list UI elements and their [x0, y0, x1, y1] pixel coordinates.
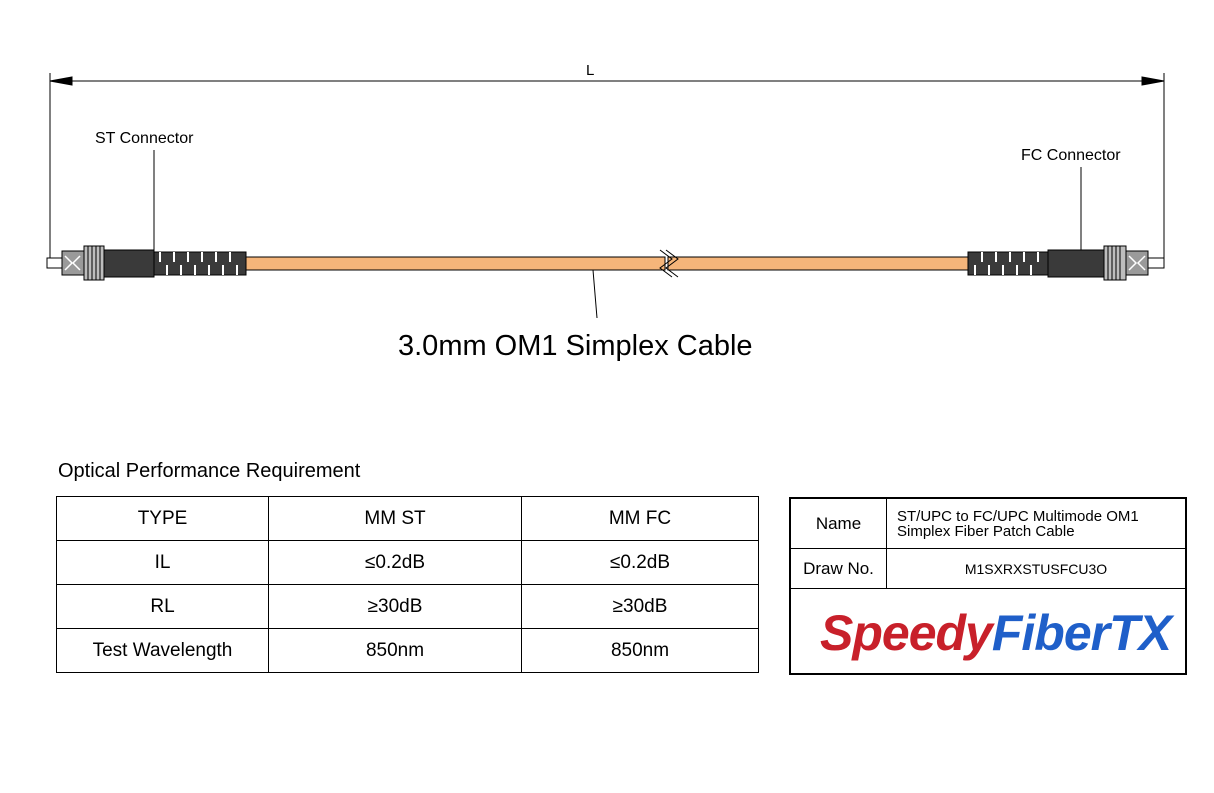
dimension-line [50, 73, 1164, 262]
fiber-cable [245, 250, 968, 277]
name-value-line1: ST/UPC to FC/UPC Multimode OM1 [897, 507, 1139, 525]
leader-lines [154, 150, 1081, 318]
row-wavelength-fc: 850nm [522, 629, 759, 673]
cable-label: 3.0mm OM1 Simplex Cable [398, 330, 753, 362]
name-value-line2: Simplex Fiber Patch Cable [897, 522, 1075, 540]
logo-wordmark [798, 592, 1178, 672]
performance-table [56, 496, 759, 673]
fc-connector-label: FC Connector [1021, 147, 1121, 164]
row-wavelength-st: 850nm [269, 629, 522, 673]
performance-title: Optical Performance Requirement [58, 460, 361, 482]
row-il-fc: ≤0.2dB [522, 541, 759, 585]
row-il-label: IL [57, 541, 269, 585]
length-dimension-label: L [586, 62, 595, 79]
row-wavelength-label: Test Wavelength [57, 629, 269, 673]
title-block-draw-row [791, 549, 1185, 589]
header-mm-st: MM ST [269, 497, 522, 541]
header-mm-fc: MM FC [522, 497, 759, 541]
speedyfibertx-logo [791, 589, 1185, 675]
title-block-name-row [791, 499, 1185, 549]
name-value [887, 499, 1185, 548]
table-row [57, 585, 759, 629]
row-rl-label: RL [57, 585, 269, 629]
header-type: TYPE [57, 497, 269, 541]
name-key: Name [791, 499, 887, 548]
draw-no-value: M1SXRXSTUSFCU3O [964, 560, 1108, 577]
fc-connector-icon [968, 246, 1164, 280]
table-header-row [57, 497, 759, 541]
table-row [57, 629, 759, 673]
draw-no-key: Draw No. [791, 549, 887, 588]
st-connector-label: ST Connector [95, 130, 194, 147]
logo-fibertx: FiberTX [991, 605, 1171, 661]
row-rl-st: ≥30dB [269, 585, 522, 629]
table-row [57, 541, 759, 585]
svg-text:SpeedyFiberTX [820, 605, 1175, 661]
row-il-st: ≤0.2dB [269, 541, 522, 585]
logo-speedy: Speedy [820, 605, 992, 661]
row-rl-fc: ≥30dB [522, 585, 759, 629]
st-connector-icon [47, 246, 246, 280]
title-block [789, 497, 1187, 675]
